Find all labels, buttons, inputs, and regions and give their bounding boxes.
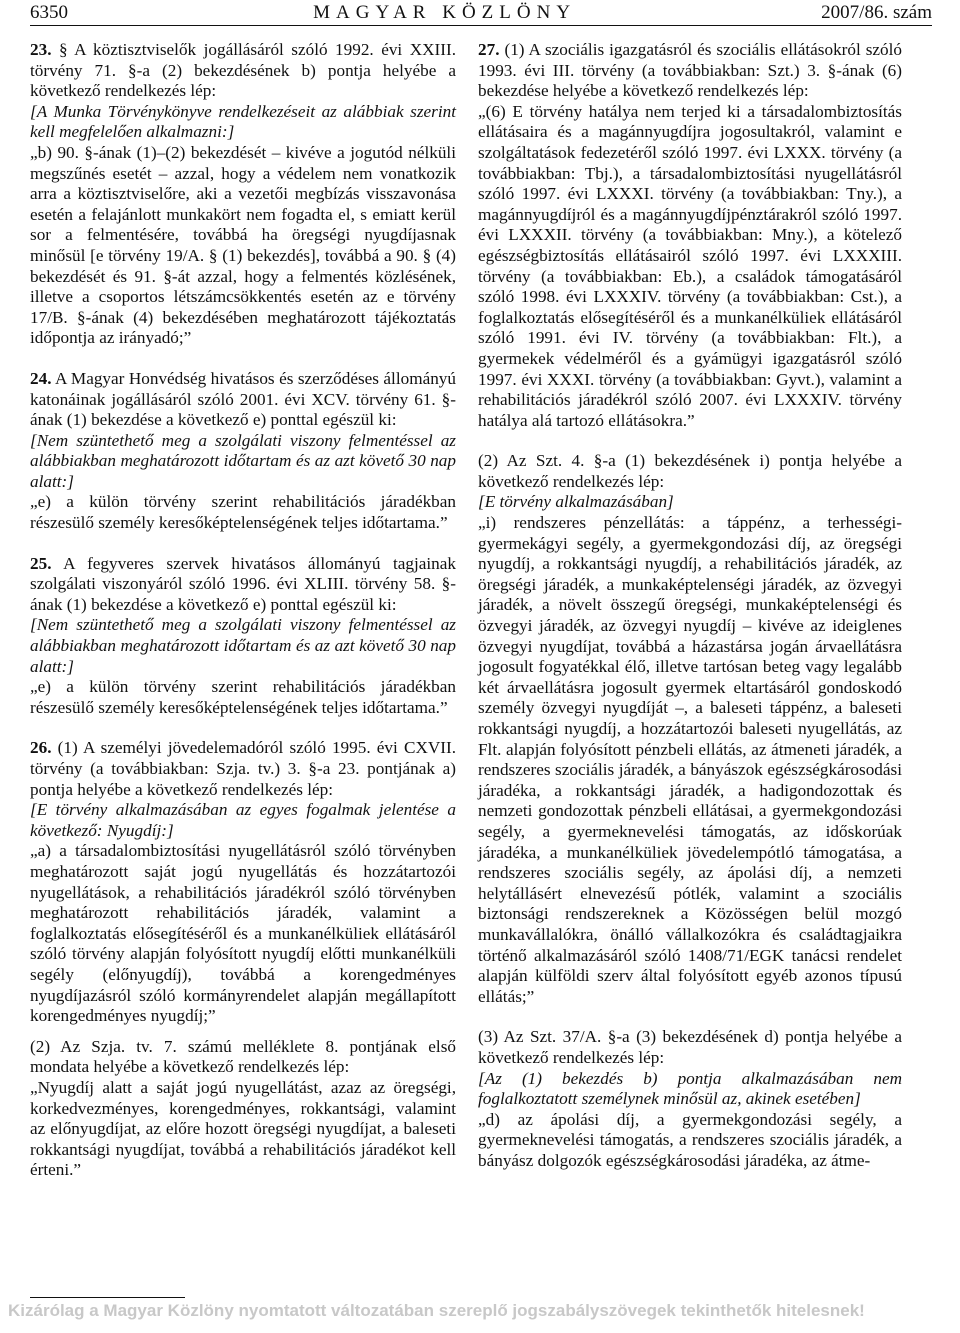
section-26-paragraph-2: (2) Az Szja. tv. 7. számú melléklete 8. pontjának első mondata helyébe a következő rendelkezés lép: — [30, 1036, 456, 1077]
spacer — [30, 534, 456, 554]
section-26-italic: [E törvény alkalmazásában az egyes fogalmak jelentése a következő: Nyugdíj:] — [30, 800, 456, 840]
section-27-italic-2: [Az (1) bekezdés b) pontja alkalmazásában nem foglalkoztatott személynek minősül az, akinek esetében] — [478, 1068, 902, 1109]
section-27-paragraph-3: (3) Az Szt. 37/A. §-a (3) bekezdésének d) pontja helyébe a következő rendelkezés lép: — [478, 1027, 902, 1067]
header-divider — [30, 25, 932, 26]
section-27-paragraph-2: (2) Az Szt. 4. §-a (1) bekezdésének i) pontja helyébe a következő rendelkezés lép: — [478, 451, 902, 491]
spacer — [30, 718, 456, 738]
section-24-italic: [Nem szüntethető meg a szolgálati viszony felmentéssel az alábbiakban meghatározott időtartam és az azt követő 30 nap alatt:] — [30, 430, 456, 491]
spacer — [30, 349, 456, 369]
section-23-italic-intro — [30, 102, 456, 143]
section-23-point-b: „b) 90. §-ának (1)–(2) bekezdését – kivéve a jogutód nélküli megszűnés esetét – azzal, hogy a védelem nem vonatkozik arra a köztisztviselőre, aki a vezetői megbízás visszavonása esetén a felajánlott munkakört nem fogadta el, s emiatt kerül sor a felmentésére, továbbá ha öregségi nyugdíjasnak minősül [e törvény 19/A. § (1) bekezdés], továbbá a 90. § (4) bekezdését és 91. §-át azzal, hogy a felmentés közlésének, illetve a csoportos létszámcsökkentés esetén az e törvény 17/B. §-ának (4) bekezdésében meghatározott tájékoztatás időpontja az irányadó;” — [30, 142, 456, 348]
section-23-italic-2: szerint kell megfelelően alkalmazni:] — [30, 101, 456, 142]
page-number: 6350 — [30, 2, 68, 23]
section-24-text — [30, 369, 456, 431]
section-26-text — [30, 738, 456, 800]
section-27-point-i: „i) rendszeres pénzellátás: a táppénz, a terhességi-gyermekágyi segély, a gyermekgondozási díj, az öregségi nyugdíj, a rokkantsági nyugdíj, a rehabilitációs járadék, az öregségi járadék, a munkaképtelenségi járadék, az özvegyi járadék, a növelt összegű öregségi, munkaképtelenségi és özvegyi járadék, az özvegyi nyugdíj – kivéve az ideiglenes özvegyi nyugdíjat, továbbá a házastársa jogán árvaellátásra jogosult fogyatékkal élő, illetve tartósan beteg vagy legalább két árvaellátásra jogosult gyermek eltartásáról gondoskodó személy özvegyi nyugdíját –, a baleseti táppénz, a baleseti rokkantsági nyugdíj, a hozzátartozói baleseti nyugellátás, az Flt. alapján folyósított pénzbeli ellátás, az átmeneti járadék, a rendszeres szociális járadék, a bányászok egészségkárosodási járadéka, a rokkantsági járadék, a hadigondozottak és nemzeti gondozottak pénzbeli ellátásai, a gyermekgondozási segély, a gyermeknevelési támogatás, az időskorúak járadéka, a munkanélküliek jövedelempótló támogatása, a rendszeres szociális segély, az ápolási díj, a nemzeti helytállásért elnevezésű pótlék, valamint a szociális biztonsági rendszereknek a Közösségen belül mozgó munkavállalókra, önálló vállalkozókra és családtagjaikra történő alkalmazásáról szóló 1408/71/EGK tanácsi rendelet alapján külföldi szerv által folyósított egyéb azonos típusú ellátás;” — [478, 513, 902, 1006]
section-26-quote: „Nyugdíj alatt a saját jogú nyugellátást, azaz az öregségi, korkedvezményes, korengedményes, rokkantsági, valamint az előnyugdíjat, az előre hozott öregségi nyugdíjat, a baleseti rokkantsági nyugdíjat, továbbá a rehabilitációs járadékot kell érteni.” — [30, 1077, 456, 1180]
section-23-italic-1: [A Munka Törvénykönyve rendelkezéseit az alábbiak — [30, 101, 404, 121]
section-26-body: (1) A személyi jövedelemadóról szóló 1995. évi CXVII. törvény (a továbbiakban: Szja. tv.) 3. §-a 23. pontjának a) pontja helyébe a következő rendelkezés lép: — [30, 738, 457, 799]
section-27-italic: [E törvény alkalmazásában] — [478, 492, 674, 512]
section-24-number: 24. — [30, 368, 52, 388]
section-23-line3: a következő rendelkezés lép: — [30, 60, 456, 101]
section-27-text — [478, 40, 902, 102]
section-23-heading — [30, 40, 456, 102]
footer-divider — [30, 1297, 185, 1298]
section-25-text — [30, 554, 456, 616]
section-25-number: 25. — [30, 553, 52, 573]
section-24-point-e: „e) a külön törvény szerint rehabilitációs járadékban részesülő személy keresőképtelenségének teljes időtartama.” — [30, 492, 456, 533]
page-header — [30, 2, 932, 26]
section-24-body: A Magyar Honvédség hivatásos és szerződéses állományú katonáinak jogállásáról szóló 2001. évi XCV. törvény 61. §-ának (1) bekezdése a következő e) ponttal egészül ki: — [30, 368, 456, 430]
spacer — [478, 1007, 902, 1027]
section-25-body: A fegyveres szervek hivatásos állományú tagjainak szolgálati viszonyáról szóló 1996. évi XLIII. törvény 58. §-ának (1) bekezdése a következő e) ponttal egészül ki: — [30, 553, 456, 614]
section-23-line2: XXIII. törvény 71. §-a (2) bekezdésének b) pontja helyébe — [30, 40, 456, 80]
section-27-quote-6: „(6) E törvény hatálya nem terjed ki a társadalombiztosítás ellátásaira és a magánnyugdíjra jogosultakról, valamint e szolgáltatások fedezetéről szóló 1997. évi LXXX. törvény (a továbbiakban: Tbj.), a társadalombiztosítási nyugellátásról szóló 1997. évi LXXXI. törvény (a továbbiakban: Tny.), a magánnyugdíjról és a magánnyugdíjpénztárakról szóló 1997. évi LXXXII. törvény (a továbbiakban: Mny.), a kötelező egészségbiztosítás ellátásairól szóló 1997. évi LXXXIII. törvény (a továbbiakban: Eb.), a családok támogatásáról szóló 1998. évi LXXXIV. törvény (a továbbiakban: Cst.), a foglalkoztatás elősegítéséről és a munkanélküliek ellátásáról szóló 1991. évi IV. törvény (a továbbiakban: Flt.), a gyermekek védelméről és a gyámügyi igazgatásról szóló 1997. évi XXXI. törvény (a továbbiakban: Gyvt.), valamint a rehabilitációs járadékról szóló 2007. évi LXXXIV. törvény hatálya alá tartozó ellátásokra.” — [478, 101, 902, 430]
section-27-body: (1) A szociális igazgatásról és szociális ellátásokról szóló 1993. évi III. törvény (a továbbiakban: Szt.) 3. §-ának (6) bekezdése helyébe a következő rendelkezés lép: — [478, 40, 903, 101]
section-25-italic: [Nem szüntethető meg a szolgálati viszony felmentéssel az alábbiakban meghatározott időtartam és az azt követő 30 nap alatt:] — [30, 615, 456, 676]
section-26-number: 26. — [30, 738, 52, 758]
section-27-point-d: „d) az ápolási díj, a gyermekgondozási segély, a gyermeknevelési támogatás, a rendszeres szociális járadék, a bányász dolgozók egészségkárosodási járadéka, az átme- — [478, 1109, 902, 1170]
section-26-point-a: „a) a társadalombiztosítási nyugellátásról szóló törvényben meghatározott saját jogú nyugellátás és hozzátartozói nyugellátások, a rehabilitációs járadékról szóló törvényben meghatározott rehabilitációs járadék, valamint a foglalkoztatás elősegítéséről és a munkanélküliek ellátásáról szóló törvény alapján folyósított nyugdíj előtti munkanélküli segély (előnyugdíj), továbbá a korengedményes nyugdíjazásról szóló kormányrendelet alapján megállapított korengedményes nyugdíj;” — [30, 841, 456, 1026]
section-27-number: 27. — [478, 40, 500, 59]
section-25-point-e: „e) a külön törvény szerint rehabilitációs járadékban részesülő személy keresőképtelenségének teljes időtartama.” — [30, 677, 456, 717]
publication-title: MAGYAR KÖZLÖNY — [313, 2, 577, 23]
section-23-line1: § A köztisztviselők jogállásáról szóló 1992. évi — [58, 40, 403, 59]
spacer — [30, 1027, 456, 1037]
spacer — [478, 431, 902, 451]
issue-number: 2007/86. szám — [821, 2, 932, 23]
left-column — [30, 40, 456, 1181]
authenticity-notice: Kizárólag a Magyar Közlöny nyomtatott változatában szereplő jogszabályszövegek tekinthetők hitelesnek! — [8, 1301, 865, 1320]
right-column — [478, 40, 902, 1171]
section-23-number: 23. — [30, 40, 52, 59]
